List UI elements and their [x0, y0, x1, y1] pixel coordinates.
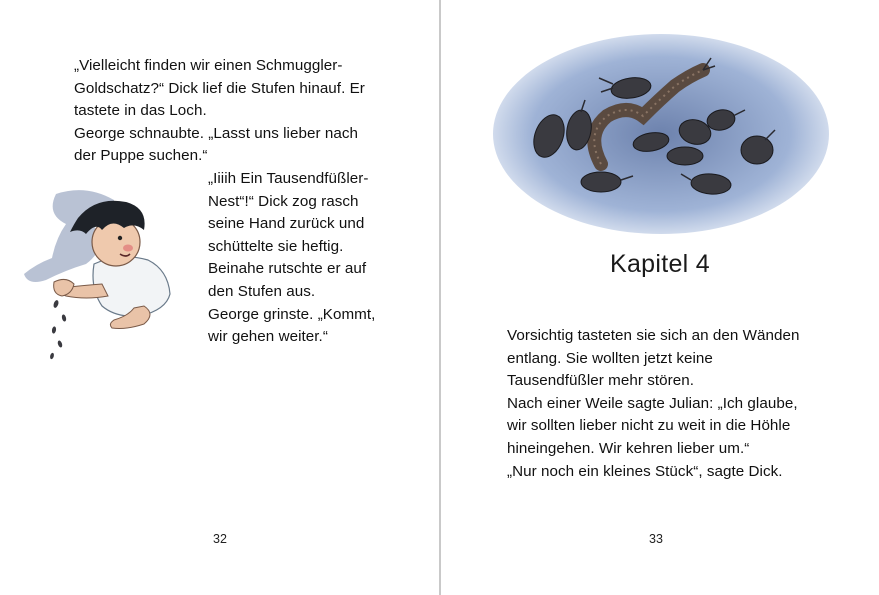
- text-line: hineingehen. Wir kehren lieber um.“: [507, 439, 750, 457]
- text-line: Tausendfüßler mehr stören.: [507, 372, 695, 390]
- text-line: den Stufen aus.: [208, 282, 316, 300]
- left-paragraph-top: [74, 55, 394, 168]
- text-line: Nest“!“ Dick zog rasch: [208, 192, 359, 210]
- text-line: entlang. Sie wollten jetzt keine: [507, 349, 713, 367]
- page-number: 32: [213, 532, 227, 546]
- text-line: Beinahe rutschte er auf: [208, 260, 367, 278]
- text-line: „Nur noch ein kleines Stück“, sagte Dick.: [507, 462, 783, 480]
- chapter-title: Kapitel 4: [610, 250, 710, 278]
- left-page: [0, 0, 439, 595]
- boy-startled-illustration: [16, 178, 206, 368]
- text-line: „Vielleicht finden wir einen Schmuggler-: [74, 57, 343, 74]
- text-line: „Iiiih Ein Tausendfüßler-: [208, 170, 369, 187]
- text-line: seine Hand zurück und: [208, 215, 365, 233]
- text-line: tastete in das Loch.: [74, 102, 207, 120]
- right-page: [441, 0, 879, 595]
- millipede-nest-illustration: [489, 30, 839, 242]
- text-line: Nach einer Weile sagte Julian: „Ich glaube,: [507, 394, 798, 412]
- text-line: schüttelte sie heftig.: [208, 237, 344, 255]
- text-line: wir gehen weiter.“: [208, 328, 328, 346]
- text-line: Vorsichtig tasteten sie sich an den Wänden: [507, 327, 800, 344]
- text-line: Goldschatz?“ Dick lief die Stufen hinauf. Er: [74, 79, 365, 97]
- text-line: der Puppe suchen.“: [74, 147, 208, 165]
- text-line: George grinste. „Kommt,: [208, 305, 376, 323]
- right-paragraph: [507, 325, 837, 483]
- text-line: wir sollten lieber nicht zu weit in die Höhle: [507, 417, 791, 435]
- text-line: George schnaubte. „Lasst uns lieber nach: [74, 124, 358, 142]
- left-paragraph-side: [208, 168, 408, 349]
- page-number: 33: [649, 532, 663, 546]
